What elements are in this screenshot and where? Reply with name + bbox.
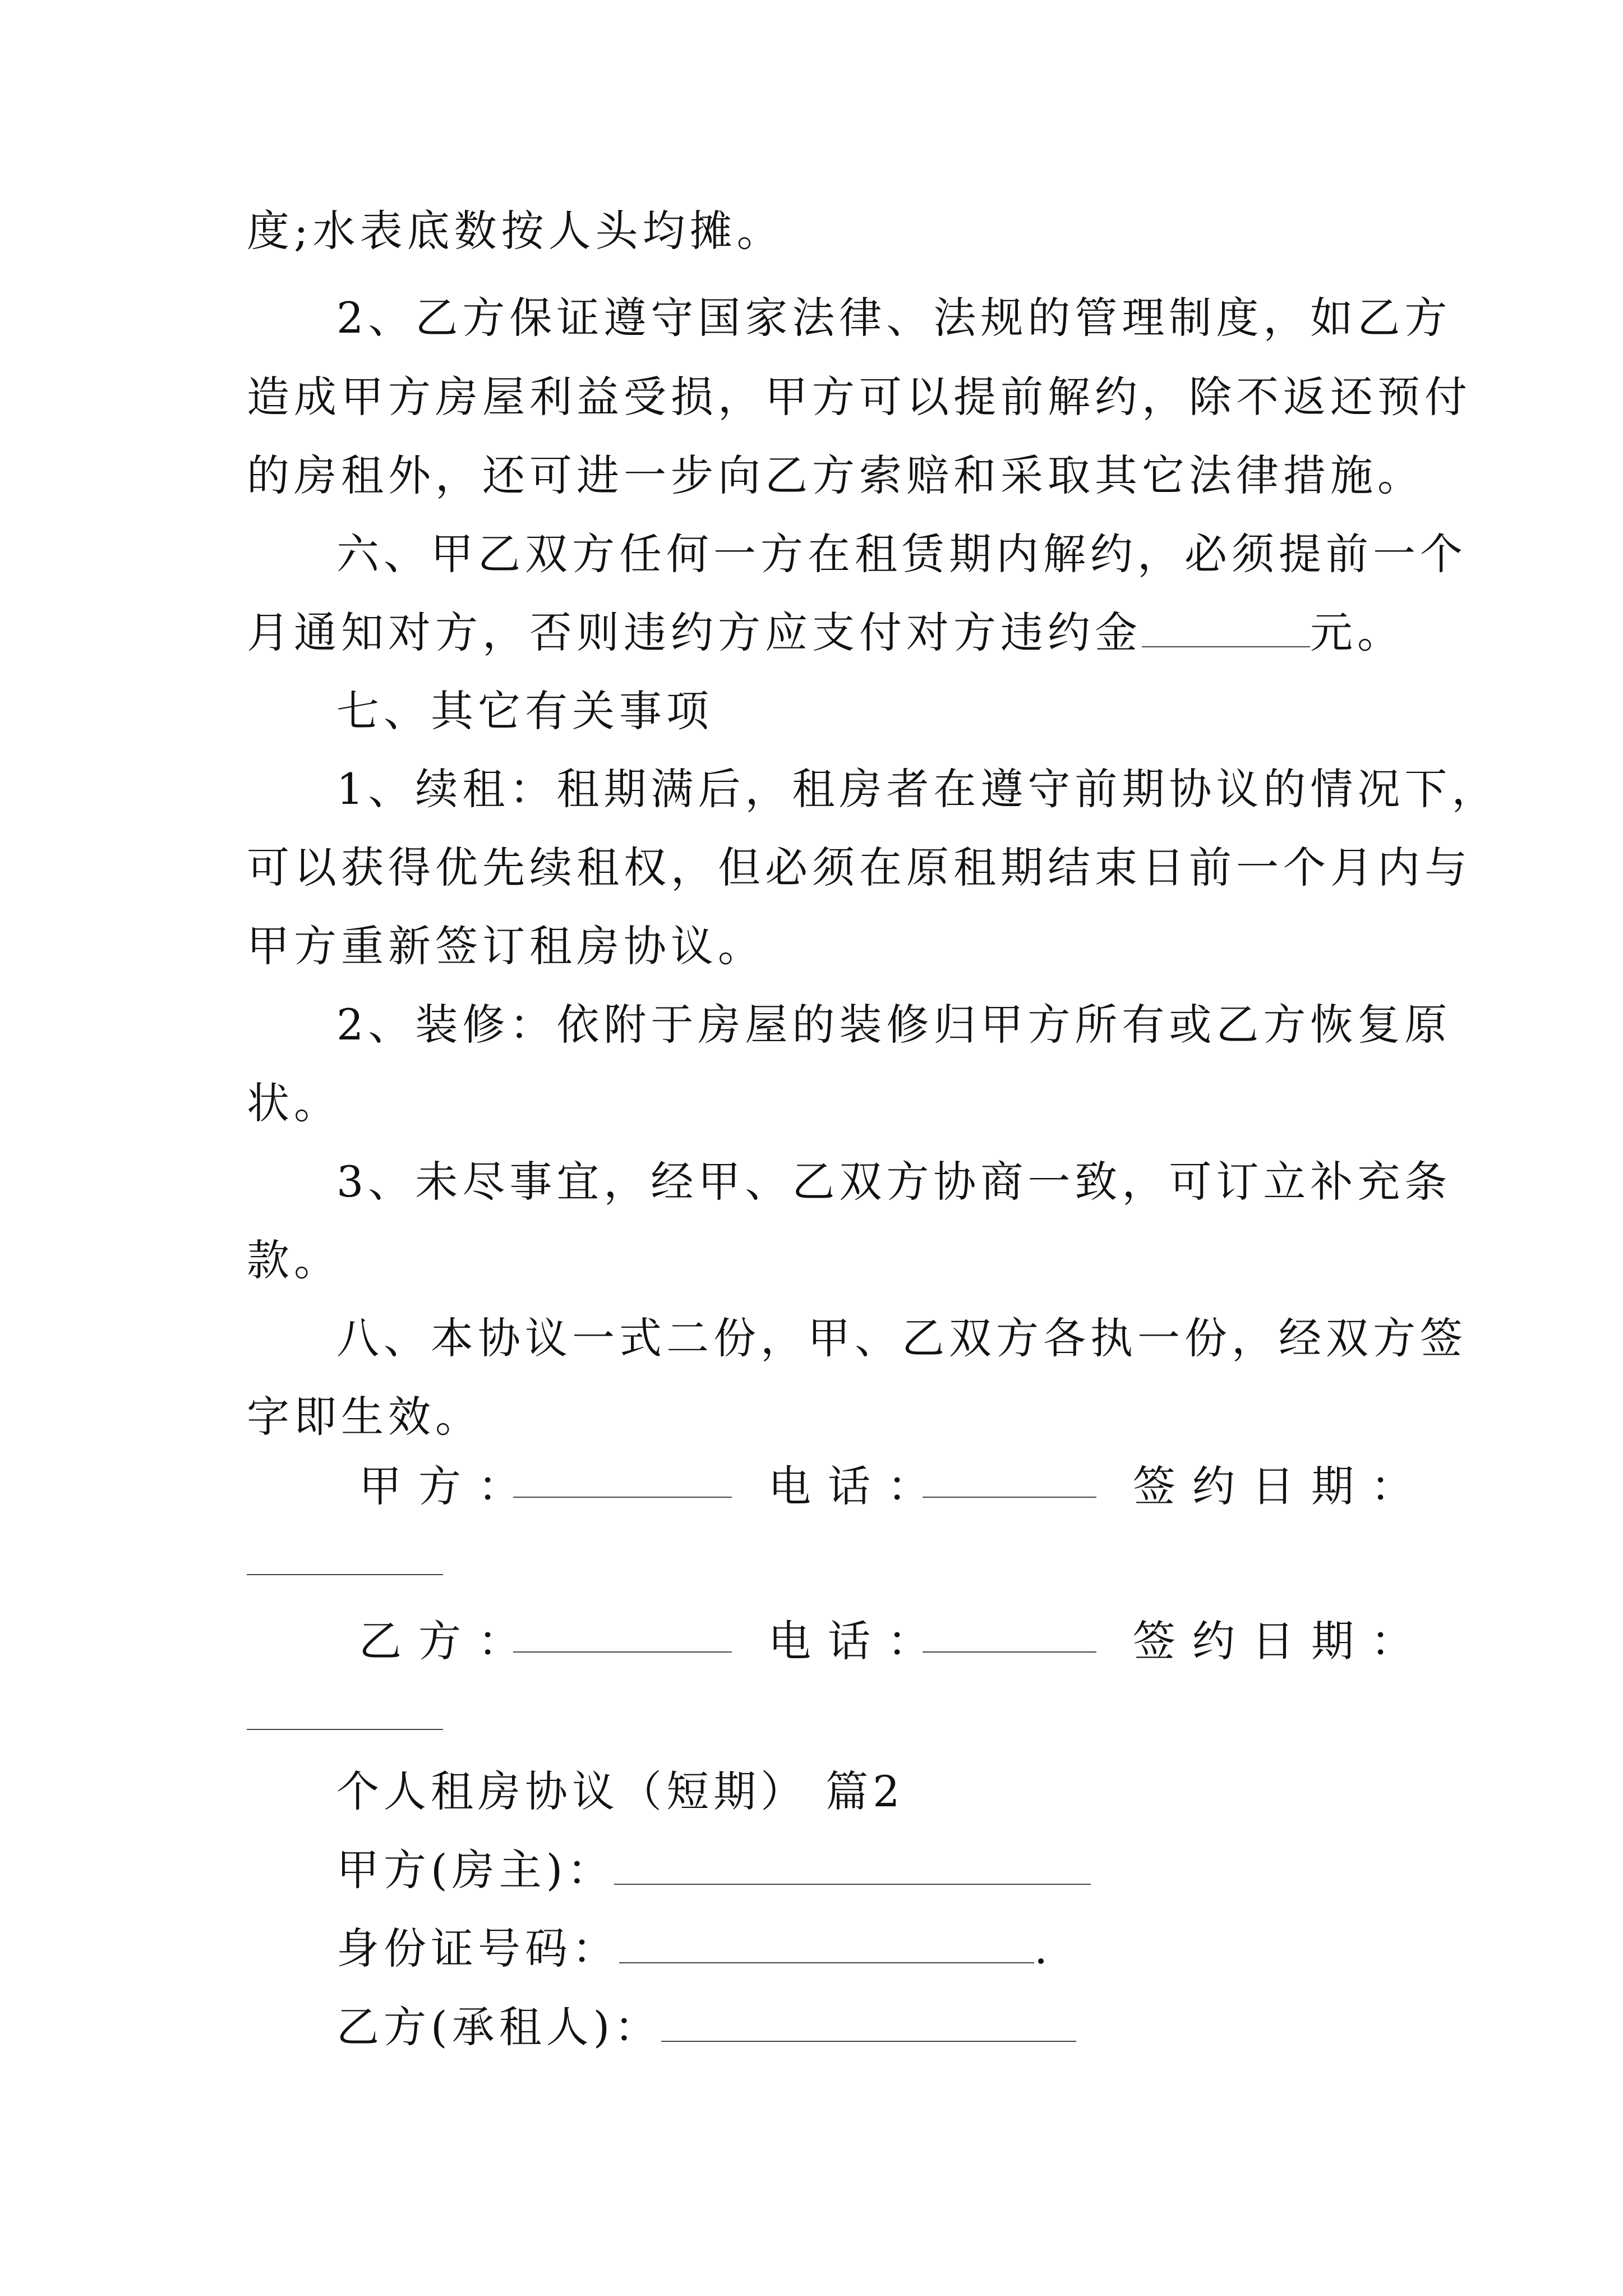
- phone-b-label: 电话：: [768, 1616, 947, 1666]
- date-b-blank: [247, 1690, 443, 1730]
- party-a-label: 甲方：: [359, 1461, 537, 1511]
- section-heading: 七、其它有关事项: [336, 686, 713, 736]
- phone-a-blank: [923, 1457, 1096, 1498]
- date-a-label: 签约日期：: [1133, 1461, 1430, 1511]
- landlord-line: [336, 1842, 1091, 1898]
- text-line: 甲方重新签订租房协议。: [247, 921, 765, 971]
- landlord-label: 甲方(房主)：: [336, 1845, 615, 1895]
- text-line: 2、乙方保证遵守国家法律、法规的管理制度，如乙方: [336, 293, 1452, 343]
- text-line: 字即生效。: [247, 1392, 482, 1442]
- text-line: 款。: [247, 1235, 341, 1285]
- text-fragment: 元。: [1310, 608, 1404, 657]
- landlord-blank: [614, 1844, 1091, 1885]
- id-number-label: 身份证号码：: [336, 1924, 619, 1973]
- fill-blank: [1142, 607, 1310, 647]
- party-b-label: 乙方：: [359, 1616, 537, 1666]
- id-number-blank: [619, 1923, 1034, 1963]
- date-a-blank: [247, 1535, 443, 1575]
- text-line: 八、本协议一式二份，甲、乙双方各执一份，经双方签: [336, 1313, 1467, 1363]
- text-line: 可以获得优先续租权，但必须在原租期结束日前一个月内与: [247, 843, 1472, 892]
- tenant-blank: [661, 2001, 1076, 2042]
- section-title: 个人租房协议（短期） 篇2: [336, 1766, 905, 1816]
- text-line: 2、装修：依附于房屋的装修归甲方所有或乙方恢复原: [336, 1000, 1452, 1050]
- party-b-blank: [513, 1612, 732, 1653]
- text-fragment: 月通知对方，否则违约方应支付对方违约金: [247, 608, 1142, 657]
- text-line: 造成甲方房屋利益受损，甲方可以提前解约，除不返还预付: [247, 372, 1472, 422]
- text-line: 状。: [247, 1078, 341, 1128]
- tenant-line: [336, 1999, 1076, 2055]
- text-line: 度;水表底数按人头均摊。: [247, 206, 784, 256]
- tenant-label: 乙方(承租人)：: [336, 2002, 662, 2052]
- phone-b-blank: [923, 1612, 1096, 1653]
- phone-a-label: 电话：: [768, 1461, 947, 1511]
- date-b-label: 签约日期：: [1133, 1616, 1430, 1666]
- id-number-suffix: .: [1034, 1924, 1053, 1973]
- id-number-line: [336, 1921, 1052, 1977]
- text-line: 1、续租：租期满后，租房者在遵守前期协议的情况下，: [336, 764, 1499, 814]
- party-a-blank: [513, 1457, 732, 1498]
- text-line: 六、甲乙双方任何一方在租赁期内解约，必须提前一个: [336, 529, 1467, 579]
- text-line: 的房租外，还可进一步向乙方索赔和采取其它法律措施。: [247, 450, 1424, 500]
- text-line-with-blank: [247, 605, 1404, 661]
- text-line: 3、未尽事宜，经甲、乙双方协商一致，可订立补充条: [336, 1157, 1452, 1207]
